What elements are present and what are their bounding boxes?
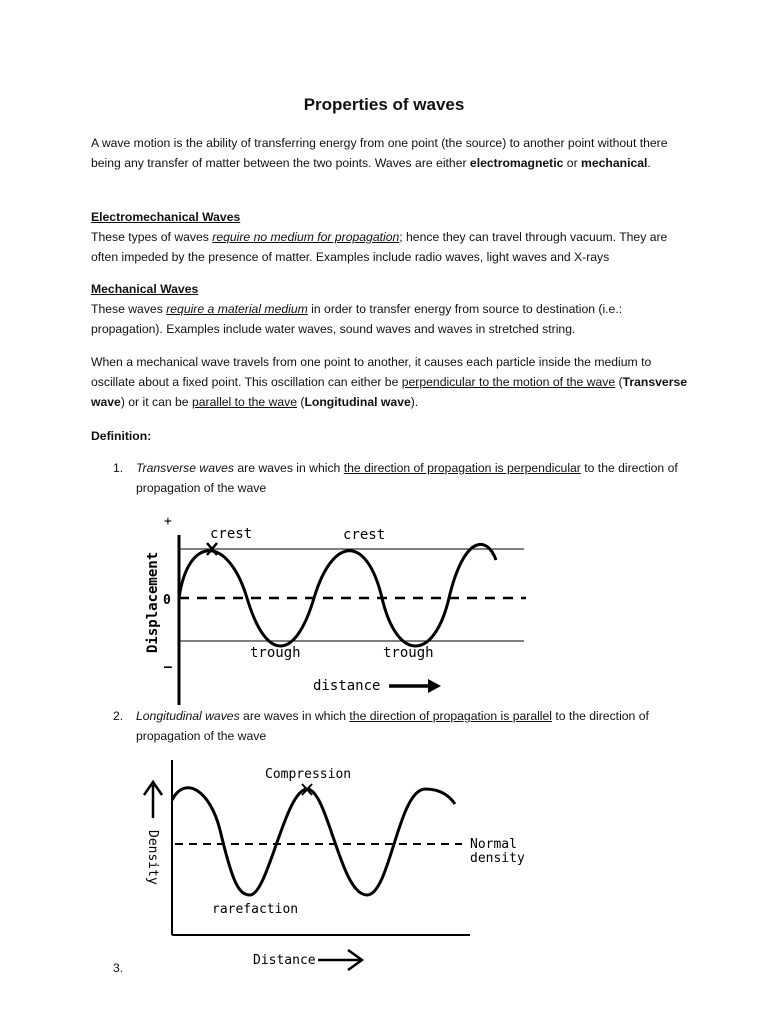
osc-underline-perpendicular: perpendicular to the motion of the wave [401,375,616,389]
osc-text-4: ( [296,395,305,409]
fig1-trough-2-label: trough [383,645,434,661]
fig2-normal-label-2: density [470,851,525,866]
item-2-number: 2. [113,709,124,723]
fig1-zero-label: 0 [163,593,171,608]
item-1-text-2: to the direction of propagation of the wave [136,461,678,495]
item-2-term: Longitudinal waves [136,709,240,723]
mech-text-1: These waves [91,302,167,316]
fig1-minus-label: – [164,660,172,675]
fig1-crest-2-label: crest [343,527,386,543]
item-1-term: Transverse waves [136,461,234,475]
em-heading: Electromechanical Waves [91,210,241,224]
osc-bold-transverse: Transverse wave [91,375,687,409]
fig1-y-label: Displacement [145,551,161,653]
item-3-number: 3. [113,961,124,975]
intro-text-1: A wave motion is the ability of transferring energy from one point (the source) to another point without there being any transfer of matter between the two points. Waves are either [91,136,668,170]
fig2-x-arrow-icon [318,950,362,970]
mech-underline: require a material medium [166,302,308,316]
intro-bold-mechanical: mechanical [581,156,648,170]
fig2-wave-curve [172,788,455,895]
item-1-number: 1. [113,461,124,475]
fig1-plus-label: + [164,514,172,529]
fig2-compression-label: Compression [265,767,352,782]
osc-text-1: When a mechanical wave travels from one point to another, it causes each particle inside the medium to oscillate about a fixed point. This oscillation can either be [91,355,652,389]
fig2-y-arrow-icon [144,782,162,818]
fig2-y-label: Density [145,830,160,885]
page-title: Properties of waves [303,95,465,114]
item-1-underline: the direction of propagation is perpendicular [343,461,581,475]
definition-heading: Definition: [91,429,152,443]
em-text-1: These types of waves [91,230,213,244]
intro-bold-electromagnetic: electromagnetic [469,156,564,170]
mech-text-2: in order to transfer energy from source to destination (i.e.: propagation). Examples include water waves, sound waves and waves in stretched string. [91,302,623,336]
fig1-trough-1-label: trough [250,645,301,661]
intro-text-3: . [647,156,651,170]
osc-text-3: ) or it can be [120,395,192,409]
osc-text-5: ). [410,395,419,409]
em-text-2: ; hence they can travel through vacuum. They are often impeded by the presence of matter. Examples include radio waves, light waves and X-rays [91,230,668,264]
item-2-underline: the direction of propagation is parallel [349,709,552,723]
mech-heading: Mechanical Waves [91,282,199,296]
osc-bold-longitudinal: Longitudinal wave [304,395,411,409]
fig2-x-label: Distance [253,953,316,968]
fig2-normal-label-1: Normal [470,837,517,852]
item-1-text-1: are waves in which [233,461,344,475]
em-underline: require no medium for propagation [212,230,400,244]
fig1-x-label: distance [313,678,381,694]
fig2-rarefaction-label: rarefaction [212,902,299,917]
item-2-text-1: are waves in which [239,709,350,723]
intro-text-2: or [563,156,582,170]
osc-underline-parallel: parallel to the wave [191,395,297,409]
osc-text-2: ( [615,375,623,389]
fig1-crest-1-label: crest [210,526,253,542]
item-2-text-2: to the direction of propagation of the wave [136,709,649,743]
